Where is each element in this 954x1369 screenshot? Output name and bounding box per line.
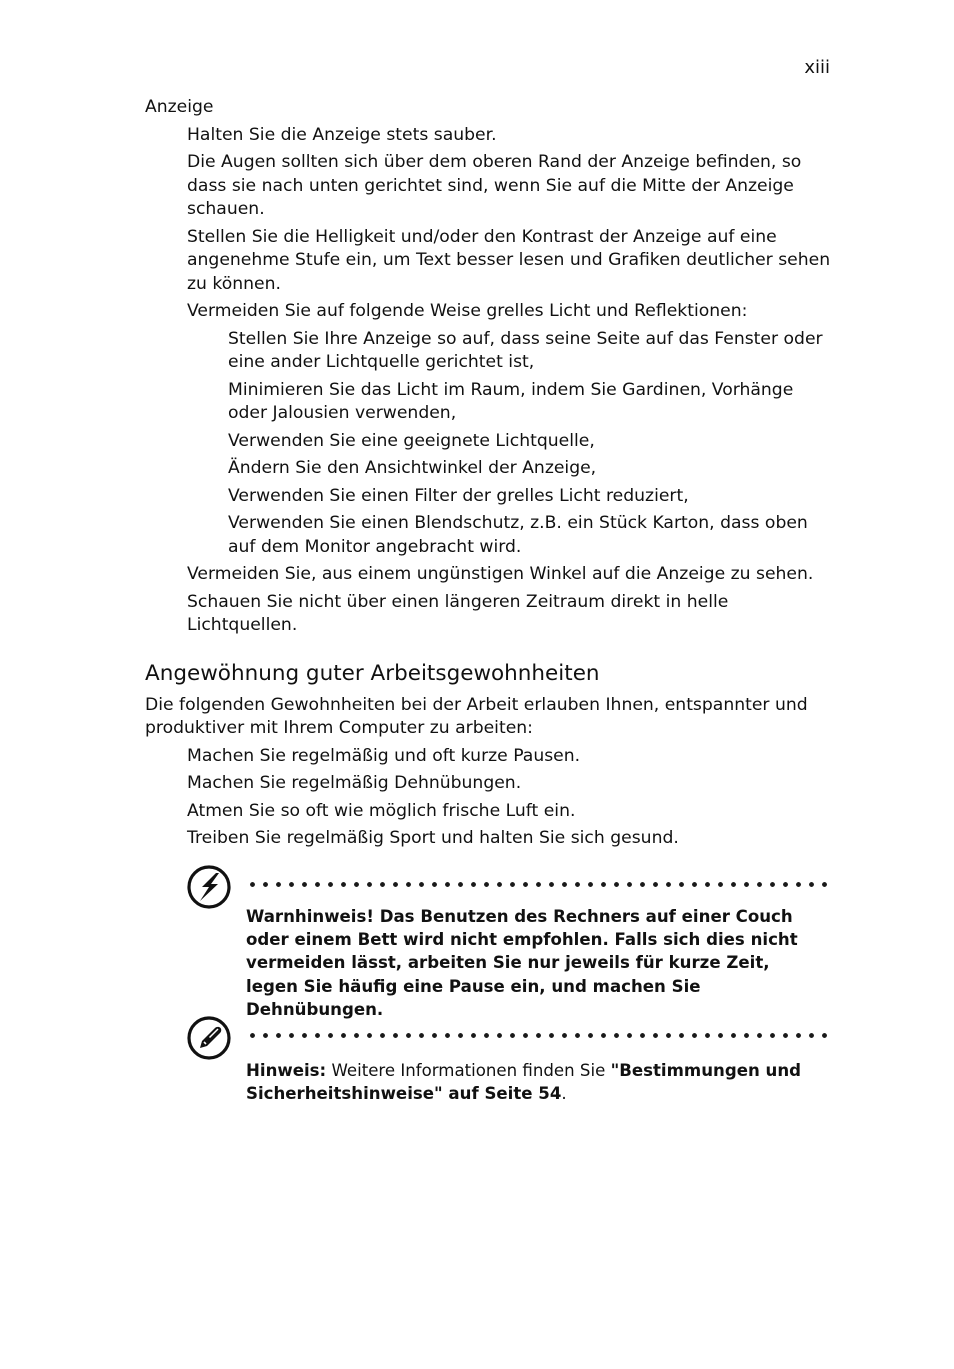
- warning-callout: [186, 864, 831, 1019]
- habit-list-item: Machen Sie regelmäßig Dehnübungen.: [187, 773, 522, 793]
- note-callout: [186, 1015, 831, 1115]
- warning-bolt-icon: [186, 864, 232, 910]
- note-label: Hinweis:: [246, 1061, 327, 1080]
- note-text: [246, 1059, 826, 1105]
- habit-list-item: Machen Sie regelmäßig und oft kurze Pausen.: [187, 745, 581, 766]
- dotted-divider: [246, 882, 831, 887]
- warning-text: Warnhinweis! Das Benutzen des Rechners auf einer Couch oder einem Bett wird nicht empfohlen. Falls sich dies nicht vermeiden lässt, arbeiten Sie nur jeweils für kurze Zeit, legen Sie häufig eine Pause ein, und machen Sie Dehnübungen.: [246, 907, 798, 1019]
- section-intro: Die folgenden Gewohnheiten bei der Arbeit erlauben Ihnen, entspannter und produktiver mit Ihrem Computer zu arbeiten:: [145, 694, 808, 738]
- display-section-label: Anzeige: [145, 97, 214, 117]
- glare-list-item: Ändern Sie den Ansichtwinkel der Anzeige,: [228, 458, 597, 478]
- glare-list-item: Verwenden Sie eine geeignete Lichtquelle,: [228, 430, 595, 451]
- habit-list-item: Atmen Sie so oft wie möglich frische Luft ein.: [187, 800, 576, 821]
- glare-list-item: Verwenden Sie einen Filter der grelles Licht reduziert,: [228, 485, 689, 506]
- glare-list-item: Minimieren Sie das Licht im Raum, indem Sie Gardinen, Vorhänge oder Jalousien verwenden,: [228, 379, 794, 423]
- note-body: Weitere Informationen finden Sie: [326, 1061, 611, 1080]
- list-item: Vermeiden Sie auf folgende Weise grelles Licht und Reflektionen:: [187, 301, 748, 321]
- page-number: xiii: [804, 57, 830, 78]
- main-content: [145, 96, 835, 855]
- list-item: Die Augen sollten sich über dem oberen Rand der Anzeige befinden, so dass sie nach unten gerichtet sind, wenn Sie auf die Mitte der Anzeige schauen.: [187, 152, 802, 219]
- list-item: Vermeiden Sie, aus einem ungünstigen Winkel auf die Anzeige zu sehen.: [187, 564, 814, 584]
- list-item: Halten Sie die Anzeige stets sauber.: [187, 124, 497, 145]
- section-heading: Angewöhnung guter Arbeitsgewohnheiten: [145, 660, 600, 686]
- note-reference-link[interactable]: "Bestimmungen und Sicherheitshinweise" auf Seite 54: [246, 1061, 802, 1104]
- glare-list-item: Verwenden Sie einen Blendschutz, z.B. ein Stück Karton, dass oben auf dem Monitor angebracht wird.: [228, 513, 808, 557]
- habit-list-item: Treiben Sie regelmäßig Sport und halten Sie sich gesund.: [187, 828, 679, 848]
- note-pen-icon: [186, 1015, 232, 1061]
- dotted-divider: [246, 1033, 831, 1038]
- list-item: Schauen Sie nicht über einen längeren Zeitraum direkt in helle Lichtquellen.: [187, 591, 729, 635]
- glare-list-item: Stellen Sie Ihre Anzeige so auf, dass seine Seite auf das Fenster oder eine ander Lichtquelle gerichtet ist,: [228, 328, 823, 372]
- list-item: Stellen Sie die Helligkeit und/oder den Kontrast der Anzeige auf eine angenehme Stufe ein, um Text besser lesen und Grafiken deutlicher sehen zu können.: [187, 226, 831, 294]
- note-end: .: [561, 1084, 567, 1104]
